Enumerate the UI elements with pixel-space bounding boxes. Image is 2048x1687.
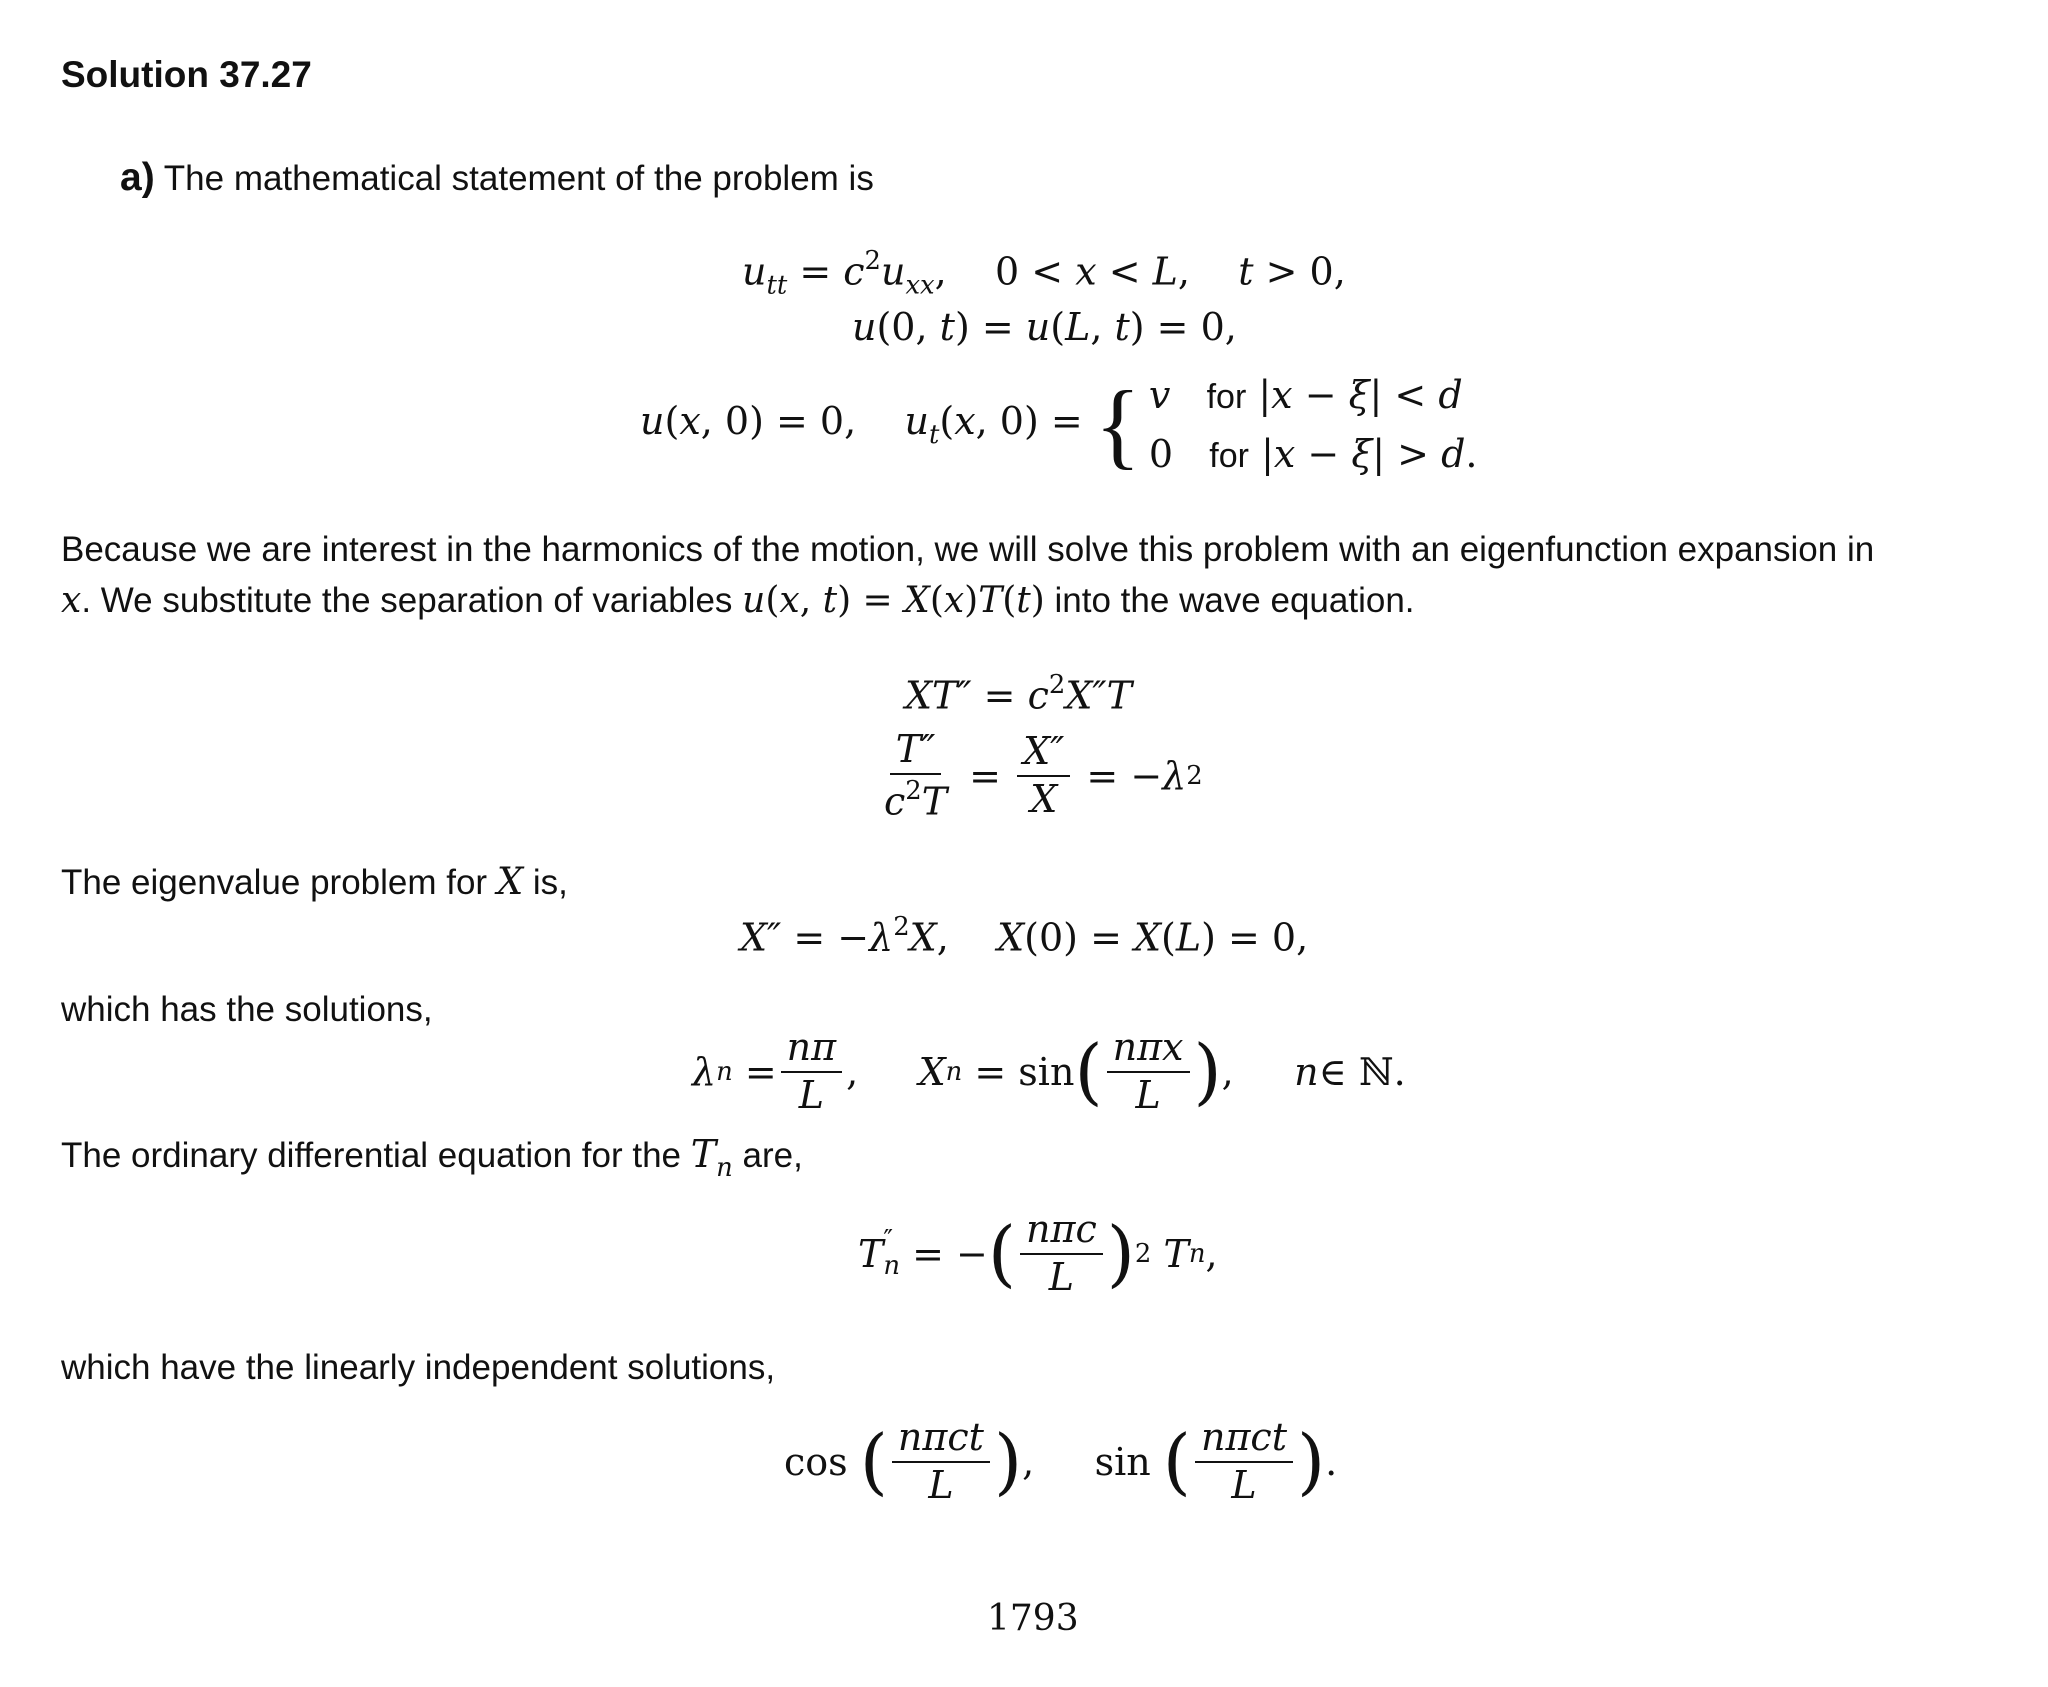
equation-ratio: $\frac{T''}{c^2T}$ = $\frac{X''}{X}$ = − λ 2 (884, 727, 1203, 824)
part-a-intro (120, 156, 874, 200)
eigenvalue-intro: The eigenvalue problem for X is, (61, 860, 568, 903)
page-number: 1793 (987, 1598, 1079, 1639)
equation-pde: $u_{tt} = c^2u_{xx}$, 0 < x < L, t > 0, (742, 246, 1346, 301)
part-a-label: a) (120, 156, 155, 199)
equation-eigen-solutions: λ n = $\frac{n\pi}{L}$ , X n = sin ( $\frac{\text{nπx}}{L}$ ) , n ∈ ℕ. (692, 1025, 1406, 1117)
ode-intro: The ordinary differential equation for the $T_n$ are, (61, 1132, 803, 1184)
solution-heading: Solution 37.27 (61, 54, 312, 95)
independent-intro: which have the linearly independent solutions, (61, 1348, 776, 1387)
solutions-intro: which has the solutions, (61, 990, 433, 1029)
equation-ode: T ″ n = − ( $\frac{\text{nπc}}{L}$ ) 2 T n , (858, 1207, 1218, 1299)
equation-independent-solutions: cos ( $\frac{\text{nπct}}{L}$ ) , sin ( $\frac{\text{nπct}}{L}$ ) . (784, 1415, 1338, 1507)
equation-eigenvalue: $X'' = -\lambda^2X$, X(0) = X(L) = 0, (740, 912, 1309, 960)
paragraph-because-line1: Because we are interest in the harmonics of the motion, we will solve this problem with an eigenfunction expansion in (61, 530, 1875, 569)
left-brace: { (1094, 370, 1141, 478)
paragraph-because-line2: x. We substitute the separation of variables u(x, t) = X(x)T(t) into the wave equation. (61, 580, 1415, 621)
equation-separation: $XT'' = c^2X''T$ (905, 670, 1132, 718)
part-a-text: The mathematical statement of the problem is (163, 159, 874, 198)
equation-boundary: u(0, t) = u(L, t) = 0, (852, 305, 1237, 349)
equation-initial: u(x, 0) = 0, $u_t(x$, 0) = { v for |x − ξ| < d 0 for |x − ξ| > d. (640, 370, 1478, 478)
